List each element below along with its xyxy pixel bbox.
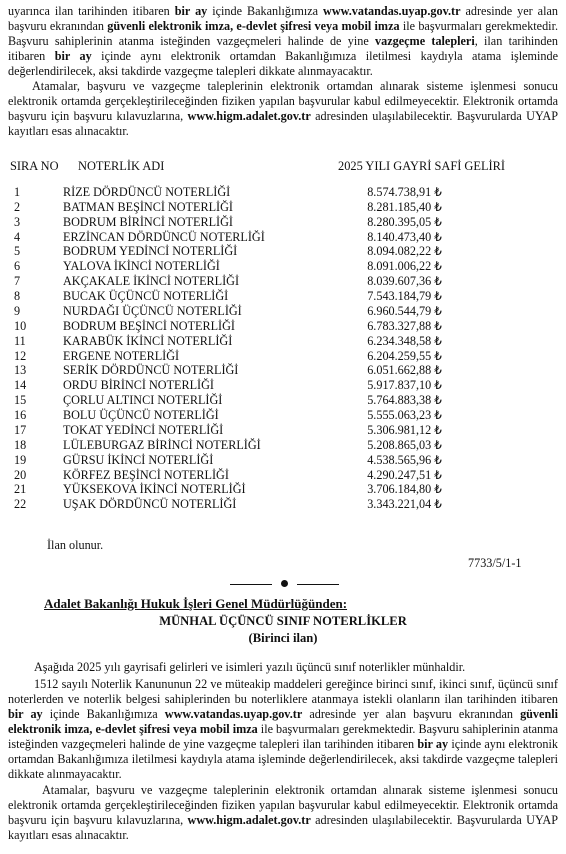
row-number: 10 — [14, 318, 27, 333]
table-row — [0, 453, 566, 468]
table-row — [0, 319, 566, 334]
gross-income: 8.039.607,36 ₺ — [367, 274, 442, 289]
row-number: 16 — [14, 408, 27, 423]
paragraph-electronic-process: Atamalar, başvuru ve vazgeçme taleplerinin elektronik ortamdan alınarak sisteme işlenmesi sonucu elektronik ortamda gerçekleştirileceğinden fiziken yapılan başvurular kabul edilmeyecektir. Elektronik ortamda başvuru için başvuru kılavuzlarına, www.higm.adalet.gov.tr adresinden ulaşılabilecektir. Başvurularda UYAP kayıtları esas alınacaktır. — [8, 79, 558, 138]
table-row — [0, 378, 566, 393]
gross-income: 8.094.082,22 ₺ — [367, 244, 442, 259]
notary-name: KÖRFEZ BEŞİNCİ NOTERLİĞİ — [63, 467, 229, 482]
gross-income: 5.917.837,10 ₺ — [367, 378, 442, 393]
notary-name: AKÇAKALE İKİNCİ NOTERLİĞİ — [63, 274, 240, 289]
column-header-gayri-safi-geliri: 2025 YILI GAYRİ SAFİ GELİRİ — [338, 159, 506, 173]
section-separator — [230, 578, 340, 590]
notary-name: UŞAK DÖRDÜNCÜ NOTERLİĞİ — [63, 497, 237, 512]
table-row — [0, 304, 566, 319]
notary-name: LÜLEBURGAZ BİRİNCİ NOTERLİĞİ — [63, 437, 261, 452]
row-number: 5 — [14, 244, 21, 259]
table-row — [0, 244, 566, 259]
table-row — [0, 393, 566, 408]
gross-income: 6.783.327,88 ₺ — [367, 318, 442, 333]
paragraph-application-instructions-2: 1512 sayılı Noterlik Kanununun 22 ve müteakip maddeleri gereğince birinci sınıf, ikinci sınıf, üçüncü sınıf noterlerden ve noterlik belgesi sahiplerinden bu noterliklere atanmaya istekli olanların ilan tarihinden itibaren bir ay içinde Bakanlığımıza www.vatandas.uyap.gov.tr adresinde yer alan başvuru ekranından güvenli elektronik imza, e-devlet şifresi veya mobil imza ile başvurmaları gerekmektedir. Başvuru sahiplerinin atanma isteğinden vazgeçmeleri halinde de yine vazgeçme talepleri ilan tarihinden itibaren bir ay içinde aynı elektronik ortamdan Bakanlığımıza iletilmesi kaydıyla atama işleminde değerlendirilecek, aksi takdirde vazgeçme talepleri dikkate alınmayacaktır. — [8, 677, 558, 781]
table-row — [0, 289, 566, 304]
notary-name: ERZİNCAN DÖRDÜNCÜ NOTERLİĞİ — [63, 229, 265, 244]
gross-income: 8.140.473,40 ₺ — [367, 229, 442, 244]
row-number: 17 — [14, 422, 27, 437]
table-row — [0, 200, 566, 215]
gross-income: 6.960.544,79 ₺ — [367, 303, 442, 318]
section-title: MÜNHAL ÜÇÜNCÜ SINIF NOTERLİKLER — [159, 614, 407, 628]
row-number: 11 — [14, 333, 26, 348]
notary-name: NURDAĞI ÜÇÜNCÜ NOTERLİĞİ — [63, 303, 242, 318]
gross-income: 5.306.981,12 ₺ — [367, 422, 442, 437]
paragraph-electronic-process-2: Atamalar, başvuru ve vazgeçme taleplerinin elektronik ortamdan alınarak sisteme işlenmesi sonucu elektronik ortamda gerçekleştirileceğinden fiziken yapılan başvurular kabul edilmeyecektir. Elektronik ortamda başvuru için başvuru kılavuzlarına, www.higm.adalet.gov.tr adresinden ulaşılabilecektir. Başvurularda UYAP kayıtları esas alınacaktır. — [8, 783, 558, 842]
table-row — [0, 274, 566, 289]
table-row — [0, 185, 566, 200]
notary-name: RİZE DÖRDÜNCÜ NOTERLİĞİ — [63, 185, 231, 199]
notary-name: BODRUM BEŞİNCİ NOTERLİĞİ — [63, 318, 235, 333]
notary-name: BOLU ÜÇÜNCÜ NOTERLİĞİ — [63, 408, 219, 423]
closing-note: İlan olunur. — [47, 538, 104, 552]
table-row — [0, 423, 566, 438]
notary-name: YALOVA İKİNCİ NOTERLİĞİ — [63, 259, 220, 274]
table-row — [0, 468, 566, 483]
notary-name: BUCAK ÜÇÜNCÜ NOTERLİĞİ — [63, 289, 229, 304]
table-row — [0, 408, 566, 423]
gross-income: 5.764.883,38 ₺ — [367, 393, 442, 408]
row-number: 7 — [14, 274, 21, 289]
gross-income: 4.290.247,51 ₺ — [367, 467, 442, 482]
row-number: 3 — [14, 214, 21, 229]
gross-income: 6.051.662,88 ₺ — [367, 363, 442, 378]
gross-income: 3.343.221,04 ₺ — [367, 497, 442, 512]
gross-income: 5.208.865,03 ₺ — [367, 437, 442, 452]
gross-income: 8.574.738,91 ₺ — [367, 185, 442, 199]
row-number: 1 — [14, 185, 21, 199]
issuer-heading: Adalet Bakanlığı Hukuk İşleri Genel Müdürlüğünden: — [44, 596, 348, 611]
notary-name: BATMAN BEŞİNCİ NOTERLİĞİ — [63, 199, 233, 214]
table-row — [0, 482, 566, 497]
row-number: 22 — [14, 497, 27, 512]
reference-number: 7733/5/1-1 — [468, 556, 522, 570]
column-header-noterlik-adi: NOTERLİK ADI — [78, 159, 165, 173]
table-row — [0, 438, 566, 453]
row-number: 2 — [14, 199, 21, 214]
row-number: 15 — [14, 393, 27, 408]
row-number: 13 — [14, 363, 27, 378]
paragraph-application-instructions: uyarınca ilan tarihinden itibaren bir ay içinde Bakanlığımıza www.vatandas.uyap.gov.tr adresinde yer alan başvuru ekranından güvenli elektronik imza, e-devlet şifresi veya mobil imza ile başvurmaları gerekmektedir. Başvuru sahiplerinin atanma isteğinden vazgeçmeleri halinde de yine vazgeçme talepleri, ilan tarihinden itibaren bir ay içinde aynı elektronik ortamdan Bakanlığımıza iletilmesi kaydıyla atama işleminde değerlendirilecek, aksi takdirde vazgeçme talepleri dikkate alınmayacaktır. — [8, 4, 559, 78]
gross-income: 3.706.184,80 ₺ — [367, 482, 442, 497]
notary-name: SERİK DÖRDÜNCÜ NOTERLİĞİ — [63, 363, 239, 378]
gross-income: 5.555.063,23 ₺ — [367, 408, 442, 423]
gross-income: 6.234.348,58 ₺ — [367, 333, 442, 348]
table-row — [0, 230, 566, 245]
notary-name: BODRUM BİRİNCİ NOTERLİĞİ — [63, 214, 233, 229]
notary-name: GÜRSU İKİNCİ NOTERLİĞİ — [63, 452, 214, 467]
gross-income: 6.204.259,55 ₺ — [367, 348, 442, 363]
table-row — [0, 349, 566, 364]
column-header-sira-no: SIRA NO — [10, 159, 59, 173]
notary-name: BODRUM YEDİNCİ NOTERLİĞİ — [63, 244, 238, 259]
table-row — [0, 259, 566, 274]
gross-income: 7.543.184,79 ₺ — [367, 289, 442, 304]
row-number: 20 — [14, 467, 27, 482]
notary-name: ERGENE NOTERLİĞİ — [63, 348, 180, 363]
paragraph-vacancy-intro: Aşağıda 2025 yılı gayrisafi gelirleri ve isimleri yazılı üçüncü sınıf noterlikler münhaldir. — [34, 660, 466, 674]
separator-dot-icon — [281, 580, 288, 587]
row-number: 8 — [14, 289, 21, 304]
gross-income: 4.538.565,96 ₺ — [367, 452, 442, 467]
notary-name: YÜKSEKOVA İKİNCİ NOTERLİĞİ — [63, 482, 246, 497]
row-number: 12 — [14, 348, 27, 363]
row-number: 21 — [14, 482, 27, 497]
table-row — [0, 497, 566, 512]
gross-income: 8.091.006,22 ₺ — [367, 259, 442, 274]
row-number: 9 — [14, 303, 21, 318]
notary-name: KARABÜK İKİNCİ NOTERLİĞİ — [63, 333, 233, 348]
table-row — [0, 334, 566, 349]
table-row — [0, 215, 566, 230]
row-number: 14 — [14, 378, 27, 393]
notary-name: ÇORLU ALTINCI NOTERLİĞİ — [63, 393, 223, 408]
table-row — [0, 363, 566, 378]
row-number: 18 — [14, 437, 27, 452]
gross-income: 8.280.395,05 ₺ — [367, 214, 442, 229]
gross-income: 8.281.185,40 ₺ — [367, 199, 442, 214]
row-number: 19 — [14, 452, 27, 467]
row-number: 4 — [14, 229, 21, 244]
row-number: 6 — [14, 259, 21, 274]
notary-name: TOKAT YEDİNCİ NOTERLİĞİ — [63, 422, 224, 437]
notary-name: ORDU BİRİNCİ NOTERLİĞİ — [63, 378, 214, 393]
section-subtitle: (Birinci ilan) — [248, 631, 318, 645]
